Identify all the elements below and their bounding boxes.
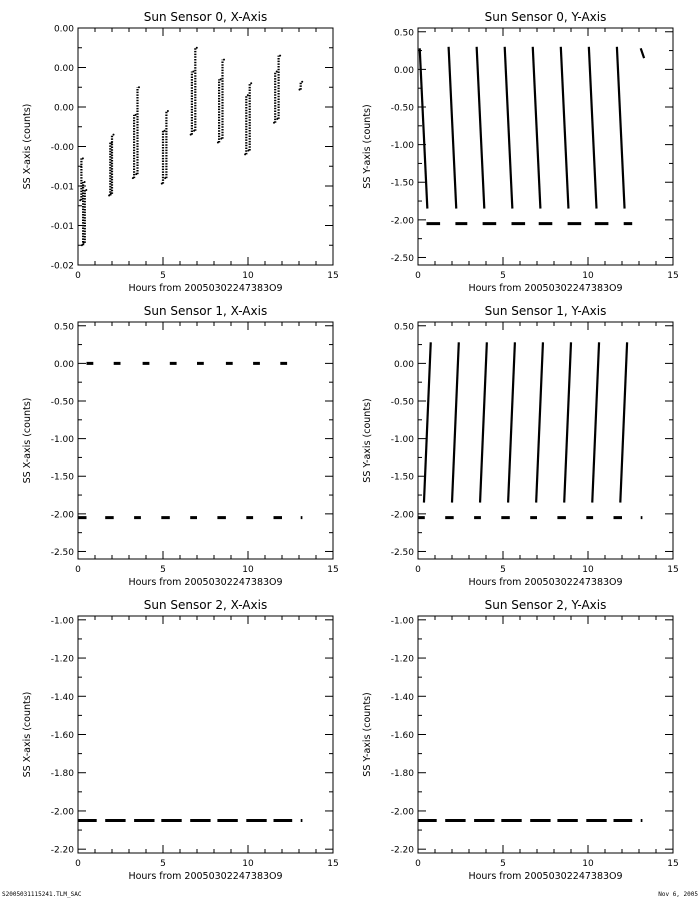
data-point xyxy=(220,138,222,140)
x-tick-label: 0 xyxy=(75,271,81,281)
x-tick-label: 10 xyxy=(242,271,254,281)
plot-frame xyxy=(418,616,673,853)
x-tick-label: 0 xyxy=(75,859,81,869)
data-point xyxy=(110,193,112,195)
data-segment xyxy=(620,342,627,502)
x-tick-label: 5 xyxy=(160,565,166,575)
data-point xyxy=(84,181,86,183)
chart-panel-5 xyxy=(362,598,679,882)
y-tick-label: 0.00 xyxy=(393,359,414,370)
footer-date: Nov 6, 2005 xyxy=(658,891,698,898)
y-axis-label: SS Y-axis (counts) xyxy=(362,104,373,189)
y-tick-label: -2.50 xyxy=(50,547,74,558)
chart-title: Sun Sensor 1, Y-Axis xyxy=(484,304,607,318)
y-tick-label: -2.00 xyxy=(50,807,74,818)
data-point xyxy=(138,86,140,88)
y-tick-label: -0.50 xyxy=(390,103,414,114)
data-series xyxy=(420,47,644,224)
data-point xyxy=(247,94,249,96)
data-point xyxy=(196,47,198,49)
y-tick-label: -1.00 xyxy=(390,141,414,152)
data-segment xyxy=(589,47,597,209)
chart-title: Sun Sensor 2, X-Axis xyxy=(143,598,268,612)
x-tick-label: 0 xyxy=(75,565,81,575)
y-tick-label: -1.20 xyxy=(390,654,414,665)
y-axis-label: SS X-axis (counts) xyxy=(22,397,33,484)
x-axis-label: Hours from 20050302247383O9 xyxy=(468,577,623,588)
data-point xyxy=(82,157,84,159)
y-tick-label: -0.50 xyxy=(390,397,414,408)
y-axis-label: SS Y-axis (counts) xyxy=(362,398,373,483)
data-point xyxy=(108,194,110,196)
y-tick-label: -2.20 xyxy=(390,845,414,856)
plot-frame xyxy=(78,322,333,559)
y-tick-label: 0.50 xyxy=(53,322,74,333)
x-tick-label: 0 xyxy=(415,859,421,869)
data-point xyxy=(81,244,83,246)
data-segment xyxy=(508,342,515,502)
data-point xyxy=(190,134,192,136)
data-point xyxy=(276,118,278,120)
x-tick-label: 5 xyxy=(500,271,506,281)
y-tick-label: -1.00 xyxy=(50,435,74,446)
data-point xyxy=(244,153,246,155)
y-tick-label: -1.80 xyxy=(390,769,414,780)
footer-filename: S2005031115241.TLM_SAC xyxy=(2,891,82,898)
data-point xyxy=(223,59,225,61)
data-segment xyxy=(452,342,459,502)
data-point xyxy=(164,177,166,179)
data-segment xyxy=(533,47,541,209)
y-tick-label: -0.01 xyxy=(50,182,74,193)
y-axis-label: SS X-axis (counts) xyxy=(22,103,33,190)
data-point xyxy=(167,110,169,112)
y-tick-label: -1.80 xyxy=(50,769,74,780)
x-tick-label: 15 xyxy=(327,859,339,869)
data-segment xyxy=(477,47,485,209)
data-point xyxy=(83,242,85,244)
y-tick-label: -0.00 xyxy=(50,143,74,153)
x-tick-label: 5 xyxy=(160,271,166,281)
y-axis-label: SS X-axis (counts) xyxy=(22,691,33,778)
y-tick-label: -1.60 xyxy=(390,731,414,741)
y-tick-label: -1.50 xyxy=(390,178,414,189)
x-tick-label: 15 xyxy=(327,565,339,575)
y-tick-label: -1.40 xyxy=(390,692,414,703)
y-tick-label: -0.50 xyxy=(50,397,74,408)
data-point xyxy=(135,173,137,175)
data-point xyxy=(217,142,219,144)
y-tick-label: -1.00 xyxy=(390,435,414,446)
x-tick-label: 10 xyxy=(582,565,594,575)
chart-panel-4 xyxy=(22,598,339,882)
x-tick-label: 5 xyxy=(500,859,506,869)
y-tick-label: 0.00 xyxy=(53,64,74,74)
x-tick-label: 10 xyxy=(582,859,594,869)
data-point xyxy=(135,114,137,116)
y-tick-label: -0.01 xyxy=(50,222,74,232)
x-tick-label: 15 xyxy=(667,565,679,575)
x-tick-label: 10 xyxy=(582,271,594,281)
data-point xyxy=(113,134,115,136)
data-segment xyxy=(564,342,571,502)
data-point xyxy=(276,70,278,72)
data-point xyxy=(250,82,252,84)
y-tick-label: -2.20 xyxy=(50,845,74,856)
x-tick-label: 15 xyxy=(327,271,339,281)
y-tick-label: 0.00 xyxy=(53,24,74,35)
y-tick-label: 0.00 xyxy=(393,65,414,76)
y-tick-label: -1.20 xyxy=(50,654,74,665)
data-point xyxy=(132,177,134,179)
chart-panel-1 xyxy=(362,10,679,294)
data-point xyxy=(164,130,166,132)
data-point xyxy=(192,70,194,72)
x-tick-label: 15 xyxy=(667,271,679,281)
plot-frame xyxy=(418,28,673,265)
y-tick-label: 0.00 xyxy=(53,103,74,114)
y-tick-label: 0.50 xyxy=(393,28,414,39)
data-segment xyxy=(420,48,428,208)
y-tick-label: 0.50 xyxy=(393,322,414,333)
data-series xyxy=(79,47,303,247)
y-tick-label: -1.50 xyxy=(50,472,74,483)
y-tick-label: -2.00 xyxy=(390,216,414,227)
x-tick-label: 10 xyxy=(242,565,254,575)
y-tick-label: 0.00 xyxy=(53,359,74,370)
data-point xyxy=(79,199,81,201)
x-tick-label: 5 xyxy=(160,859,166,869)
chart-panel-3 xyxy=(362,304,679,588)
x-tick-label: 5 xyxy=(500,565,506,575)
data-point xyxy=(193,130,195,132)
data-point xyxy=(248,149,250,151)
data-segment xyxy=(641,48,644,58)
data-point xyxy=(301,81,303,83)
x-axis-label: Hours from 20050302247383O9 xyxy=(128,577,283,588)
y-tick-label: -2.00 xyxy=(390,510,414,521)
x-tick-label: 10 xyxy=(242,859,254,869)
y-tick-label: -2.00 xyxy=(50,510,74,521)
chart-panel-0 xyxy=(22,10,339,294)
y-tick-label: -1.50 xyxy=(390,472,414,483)
data-segment xyxy=(424,342,431,502)
chart-title: Sun Sensor 2, Y-Axis xyxy=(484,598,607,612)
y-axis-label: SS Y-axis (counts) xyxy=(362,692,373,777)
x-tick-label: 15 xyxy=(667,859,679,869)
y-tick-label: -0.02 xyxy=(50,261,74,272)
x-axis-label: Hours from 20050302247383O9 xyxy=(468,283,623,294)
data-segment xyxy=(617,47,625,209)
data-segment xyxy=(536,342,543,502)
y-tick-label: -2.50 xyxy=(390,547,414,558)
data-segment xyxy=(449,47,457,209)
data-segment xyxy=(480,342,487,502)
x-axis-label: Hours from 20050302247383O9 xyxy=(128,871,283,882)
data-point xyxy=(220,78,222,80)
data-point xyxy=(273,122,275,124)
chart-title: Sun Sensor 0, X-Axis xyxy=(143,10,268,24)
data-point xyxy=(299,89,301,91)
x-tick-label: 0 xyxy=(415,565,421,575)
x-tick-label: 0 xyxy=(415,271,421,281)
data-series xyxy=(78,363,302,517)
x-axis-label: Hours from 20050302247383O9 xyxy=(128,283,283,294)
y-tick-label: -1.00 xyxy=(390,616,414,627)
x-axis-label: Hours from 20050302247383O9 xyxy=(468,871,623,882)
y-tick-label: -1.40 xyxy=(50,692,74,703)
y-tick-label: -2.50 xyxy=(390,253,414,264)
data-point xyxy=(161,183,163,185)
data-segment xyxy=(592,342,599,502)
chart-title: Sun Sensor 1, X-Axis xyxy=(143,304,268,318)
plot-frame xyxy=(78,616,333,853)
data-point xyxy=(85,189,87,191)
y-tick-label: -1.60 xyxy=(50,731,74,741)
plot-frame xyxy=(418,322,673,559)
data-segment xyxy=(505,47,513,209)
data-segment xyxy=(561,47,569,209)
y-tick-label: -2.00 xyxy=(390,807,414,818)
data-point xyxy=(279,55,281,57)
chart-title: Sun Sensor 0, Y-Axis xyxy=(484,10,607,24)
plot-frame xyxy=(78,28,333,265)
y-tick-label: -1.00 xyxy=(50,616,74,627)
data-series xyxy=(418,342,642,517)
chart-panel-2 xyxy=(22,304,339,588)
